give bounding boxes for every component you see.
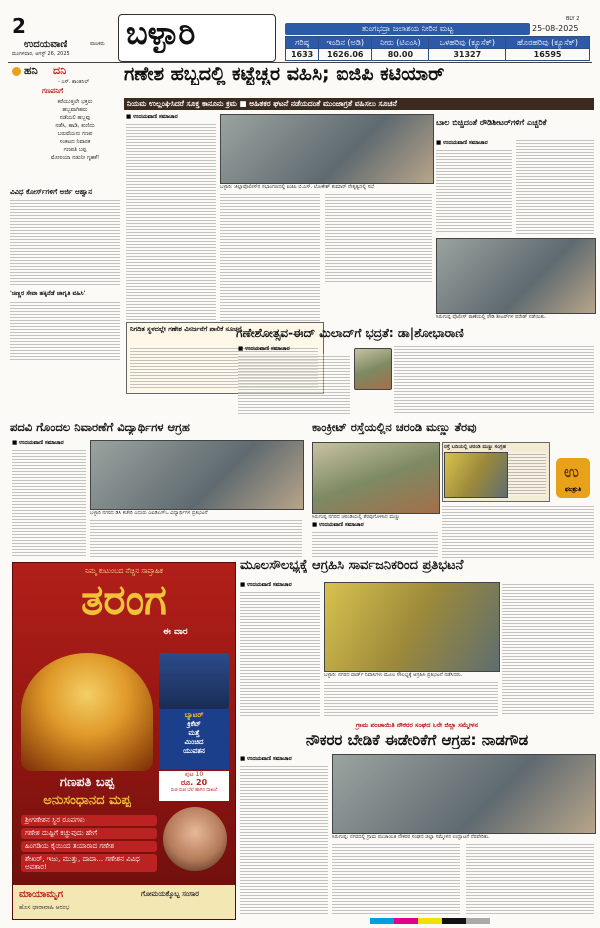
degree-headline: ಪದವಿ ಗೊಂದಲ ನಿವಾರಣೆಗೆ ವಿದ್ಯಾರ್ಥಿಗಳ ಆಗ್ರಹ bbox=[10, 420, 190, 434]
road-clip-body bbox=[508, 452, 546, 496]
dam-value: 1633 bbox=[286, 49, 319, 61]
lead-photo-caption: ಬಳ್ಳಾರಿ: ಜಿಲ್ಲಾಪೊಲೀಸ್‌ನ ಸಭಾಂಗಣದಲ್ಲಿ ಐಜಿಪಿ ಬಿ.ಎಸ್. ಲೋಕೇಶ್ ಕುಮಾರ್ ನೇತೃತ್ವದಲ್ಲಿ ಸಭೆ bbox=[220, 184, 375, 190]
eid-body-col1 bbox=[238, 354, 350, 414]
column-title-b: ದನಿ bbox=[53, 64, 67, 77]
city-title: ಬಳ್ಳಾರಿ bbox=[126, 14, 196, 52]
side-story-body-a bbox=[436, 148, 512, 234]
jobs-headline: ನೌಕರರ ಬೇಡಿಕೆ ಈಡೇರಿಕೆಗೆ ಆಗ್ರಹ: ನಾಡಗೌಡ bbox=[305, 731, 529, 749]
price-box bbox=[159, 771, 229, 801]
sports-line: ಮಿಂಚಿದ bbox=[184, 738, 204, 746]
child-rights-headline: 'ಚಿಣ್ಣರ ಸೇವಾ ಹಕ್ಕಿನೆಡೆ ಜಾಗೃತಿ ವಹಿಸಿ' bbox=[10, 290, 86, 297]
poem-line: ಸಂಕಟದ ನಿವಾರಕ bbox=[59, 139, 91, 145]
eid-byline: ■ ಉದಯವಾಣಿ ಸಮಾಚಾರ bbox=[238, 346, 290, 352]
protest-body-col3 bbox=[502, 582, 594, 716]
dam-value: 31327 bbox=[429, 49, 506, 61]
ad-tagline: ನಿಮ್ಮ ಕುಟುಂಬದ ನೆಚ್ಚಿನ ಸಾಪ್ತಾಹಿಕ bbox=[85, 567, 163, 575]
courses-headline: ವಿವಿಧ ಕೋರ್ಸ್‌ಗಳಿಗೆ ಅರ್ಜಿ ಆಹ್ವಾನ bbox=[10, 188, 93, 196]
dam-value: 1626.06 bbox=[319, 49, 372, 61]
degree-photo bbox=[90, 440, 304, 510]
dam-header: ನೀರು (ಟಿಎಂಸಿ) bbox=[372, 37, 429, 49]
jobs-byline: ■ ಉದಯವಾಣಿ ಸಮಾಚಾರ bbox=[240, 756, 292, 762]
courses-body bbox=[10, 198, 120, 286]
hani-dani-column bbox=[8, 64, 120, 182]
column-title-a: ಹನಿ bbox=[24, 64, 38, 77]
side-story-caption: ಸಿರುಗುಪ್ಪ ಪೊಲೀಸ್ ಠಾಣೆಯಲ್ಲಿ ರೌಡಿ ಶೀಟರ್‌ಗಳ ಪರೇಡ್ ನಡೆಯಿತು. bbox=[436, 314, 547, 320]
edition-label: ಪಾಲಕರು bbox=[90, 41, 105, 47]
road-headline: ಕಾಂಕ್ರೀಟ್ ರಸ್ತೆಯಲ್ಲಿನ ಚರಂಡಿ ಮಣ್ಣು ತೆರವು bbox=[312, 420, 477, 434]
page-number: 2 bbox=[12, 14, 26, 38]
page-code: BLY 2 bbox=[566, 16, 580, 22]
jobs-body-col2 bbox=[332, 842, 460, 914]
poem-line: ನಡೆಸಿ, ಹಾಡಿ, ಕುಣಿದು bbox=[55, 123, 95, 129]
lead-subheadline: ನಿಯಮ ಉಲ್ಲಂಘಿಸಿದರೆ ಸೂಕ್ತ ಕಾನೂನು ಕ್ರಮ ■ ಅಹಿತಕರ ಘಟನೆ ನಡೆಯದಂತೆ ಮುಂಜಾಗ್ರತೆ ವಹಿಸಲು ಸೂಚನೆ bbox=[124, 98, 594, 110]
side-story-byline: ■ ಉದಯವಾಣಿ ಸಮಾಚಾರ bbox=[436, 140, 488, 146]
poem bbox=[34, 98, 116, 162]
poem-line: ಗಣಪತಿ ಬಪ್ಪ bbox=[63, 147, 87, 153]
jobs-photo bbox=[332, 754, 596, 834]
sports-line: ಬ್ಯಾಟರ್ bbox=[184, 711, 204, 719]
road-body bbox=[312, 530, 438, 558]
paper-name: ಉದಯವಾಣಿ bbox=[24, 39, 68, 50]
protest-headline: ಮೂಲಸೌಲಭ್ಯಕ್ಕೆ ಆಗ್ರಹಿಸಿ ಸಾರ್ವಜನಿಕರಿಂದ ಪ್ರತಿಭಟನೆ bbox=[240, 558, 464, 573]
road-photo-caption: ಸಿರುಗುಪ್ಪ ನಗರದ ಚರಂಡಿಯಲ್ಲಿ ತೆರವುಗೊಳಿಸಿದ ಮಣ್ಣು bbox=[312, 514, 400, 520]
lead-headline: ಗಣೇಶ ಹಬ್ಬದಲ್ಲಿ ಕಟ್ಟೆಚ್ಚರ ವಹಿಸಿ; ಐಜಿಪಿ ಕಟಿಯಾರ್ bbox=[124, 63, 445, 85]
sports-panel bbox=[159, 709, 229, 769]
column-author: - ಎಸ್. ಶಾಂತಿನಿಲ್ bbox=[58, 79, 90, 85]
road-byline: ■ ಉದಯವಾಣಿ ಸಮಾಚಾರ bbox=[312, 522, 364, 528]
masthead bbox=[0, 0, 600, 60]
ganesha-image bbox=[21, 653, 153, 771]
side-story-headline: ಬಾಲ ಬಿಚ್ಚಿದಂತೆ ರೌಡಿಶೀಟರ್‌ಗಳಿಗೆ ಎಚ್ಚರಿಕೆ bbox=[436, 118, 547, 127]
lead-byline: ■ ಉದಯವಾಣಿ ಸಮಾಚಾರ bbox=[126, 114, 178, 120]
side-story-photo bbox=[436, 238, 596, 314]
road-clip-body-2 bbox=[442, 504, 594, 558]
cover-story-a: ಗಣಪತಿ ಬಪ್ಪ bbox=[59, 775, 115, 790]
protest-photo-caption: ಬಳ್ಳಾರಿ: ನಗರದ ವಾರ್ಡ್ ನಿವಾಸಿಗಳು ಮೂಲ ಸೌಲಭ್ಯಕ್ಕೆ ಆಗ್ರಹಿಸಿ ಪ್ರತಿಭಟನೆ ನಡೆಸಿದರು. bbox=[324, 672, 463, 678]
side-story-body-b bbox=[516, 138, 594, 234]
dam-table bbox=[285, 36, 590, 61]
registration-marks bbox=[370, 918, 490, 924]
dam-header: ಇಂದಿನ (ಅಡಿ) bbox=[319, 37, 372, 49]
price-note: ರುಚಿ ರುಚಿ ಬೆಲೆ ಹಾಗಿನ ದಾಖಲೆ bbox=[170, 788, 218, 793]
eid-headline: ಗಣೇಶೋತ್ಸವ-ಈದ್ ಮಿಲಾದ್‌ಗೆ ಭದ್ರತೆ: ಡಾ|ಶೋಭಾರಾಣಿ bbox=[236, 326, 464, 340]
ad-item: ಹಿಂಗಡಿಯ ಕೈಯಿಂದ ತಯಾರಾದ ಗಣೇಶ bbox=[21, 841, 157, 852]
lead-body-col1 bbox=[126, 122, 216, 350]
column-logo-icon bbox=[12, 67, 21, 76]
dam-value: 80.00 bbox=[372, 49, 429, 61]
date-line: ಮಂಗಳವಾರ, ಆಗಸ್ಟ್ 26, 2025 bbox=[12, 51, 70, 57]
protest-photo bbox=[324, 582, 500, 672]
dam-value: 16595 bbox=[506, 49, 590, 61]
protest-byline: ■ ಉದಯವಾಣಿ ಸಮಾಚಾರ bbox=[240, 582, 292, 588]
footer-left: ಮಾಯಾಮೃಗ bbox=[19, 889, 64, 900]
cricketer-image bbox=[159, 653, 229, 709]
degree-body-col1 bbox=[12, 448, 86, 558]
sports-line: ಕ್ರಿಕೆಟ್ bbox=[187, 720, 201, 728]
poem-line: ಹಬ್ಬವಾಗಿಹರು bbox=[62, 107, 88, 113]
jobs-body-col3 bbox=[466, 842, 594, 914]
badge-icon: ಉ bbox=[564, 462, 579, 481]
footer-left-sub: ಹೊಸ ಧಾರಾವಾಹಿ ಆರಂಭ bbox=[19, 904, 70, 911]
degree-body-col2 bbox=[90, 518, 302, 558]
taranga-ad bbox=[12, 562, 236, 920]
sports-line: ಮತ್ತೆ bbox=[188, 729, 200, 737]
notice-headline: ನಿಗದಿತ ಸ್ಥಳದಲ್ಲೇ ಗಣೇಶ ವಿಸರ್ಜನೆಗೆ ಪಾಲಿಕೆ ಸೂಚನೆ bbox=[130, 325, 242, 333]
eid-portrait bbox=[354, 348, 392, 390]
poem-line: ಬರುವೆಯನು ಗಣಪ bbox=[57, 131, 93, 137]
jobs-kicker: ಗ್ರಾಮ ಪಂಚಾಯಿತಿ ನೌಕರರ ಸಂಘದ ೬ನೇ ಜಿಲ್ಲಾ ಸಮ್ಮೇಳನ bbox=[355, 721, 479, 729]
degree-byline: ■ ಉದಯವಾಣಿ ಸಮಾಚಾರ bbox=[12, 440, 64, 446]
price-value: ರೂ. 20 bbox=[180, 778, 208, 787]
jobs-body-col1 bbox=[240, 764, 328, 914]
dam-header: ಒಳಹರಿವು (ಕ್ಯೂಸೆಕ್) bbox=[429, 37, 506, 49]
lead-body-col3 bbox=[325, 192, 432, 282]
price-label: ಪುಟ 10 bbox=[184, 771, 204, 778]
footer-right: ಗೋಮಯಕ್ಕೊಬ್ಬ ಸಂಸಾರ bbox=[141, 890, 199, 898]
cover-story-b: ಅನುಸಂಧಾನದ ಮಪ್ಪ bbox=[43, 793, 131, 808]
lead-photo bbox=[220, 114, 434, 184]
protest-body-col1 bbox=[240, 590, 320, 716]
child-rights-body bbox=[10, 300, 120, 360]
ad-footer bbox=[13, 885, 235, 919]
ad-item: ಗಣೇಶ ದುಷ್ಟಿಗೆ ಕಚ್ಚುವುದು ಹೇಗೆ bbox=[21, 828, 157, 839]
sports-line: ಯುವತನ bbox=[183, 747, 205, 755]
dam-header: ಗರಿಷ್ಠ bbox=[286, 37, 319, 49]
dam-header: ಹೊರಹರಿವು (ಕ್ಯೂಸೆಕ್) bbox=[506, 37, 590, 49]
road-clip-title: ರಸ್ತೆ ಬದಿಯಲ್ಲಿ ಚರಂಡಿ ಮಣ್ಣು ಸಂಗ್ರಹ bbox=[444, 444, 506, 450]
ad-item: ಶೇಖರ್, ಇಜು, ಮುತ್ತು, ದಾದಾ... ಗಣೇಶನ ವಿವಿಧ ಅವತಾರ! bbox=[21, 854, 157, 872]
jobs-photo-caption: ಸಿರುಗುಪ್ಪ: ನಗರದಲ್ಲಿ ಗ್ರಾಮ ಪಂಚಾಯಿತಿ ನೌಕರರ ಸಂಘದ ಜಿಲ್ಲಾ ಸಮ್ಮೇಳನ ಉದ್ಘಾಟನೆ ನೆರವೇರಿತು. bbox=[332, 834, 490, 840]
ad-subbrand: ಈ ವಾರ bbox=[163, 627, 188, 637]
degree-photo-caption: ಬಳ್ಳಾರಿ ನಗರದ ಡಿಸಿ ಕಚೇರಿ ಎದುರು ಎಐಡಿಎಸ್‌ಒ ವಿದ್ಯಾರ್ಥಿಗಳ ಪ್ರತಿಭಟನೆ bbox=[90, 510, 208, 516]
eid-body-col2 bbox=[394, 344, 594, 414]
ad-item: ಶ್ರೀಗಣೇಶನ ಸ್ಥಿರ ರೂಪಗಳು bbox=[21, 815, 157, 826]
dam-date: 25-08-2025 bbox=[532, 24, 579, 33]
poem-title: ಗಣಪನಿಗೆ bbox=[42, 87, 64, 95]
poem-line: ಮೋರಯಾ ನಡುನೀ ಗೃಹಕೆ! bbox=[50, 155, 100, 161]
road-photo bbox=[312, 442, 440, 514]
dam-title: ತುಂಗಭದ್ರಾ ಜಲಾಶಯ ನೀರಿನ ಮಟ್ಟ bbox=[285, 23, 530, 35]
poem-line: ಕರೆಯುತ್ತಲೇ ಭಕ್ತರು bbox=[57, 99, 93, 105]
protest-body-col2 bbox=[324, 680, 498, 716]
ad-items bbox=[21, 813, 157, 874]
road-clip-photo bbox=[444, 452, 508, 498]
woman-image bbox=[163, 807, 227, 871]
ad-brand: ತರಂಗ bbox=[81, 575, 167, 624]
poem-line: ನಡೆಯಲಿ ಹಬ್ಬವು bbox=[59, 115, 91, 121]
badge-text: ಫಲಶ್ರುತಿ bbox=[564, 486, 582, 493]
